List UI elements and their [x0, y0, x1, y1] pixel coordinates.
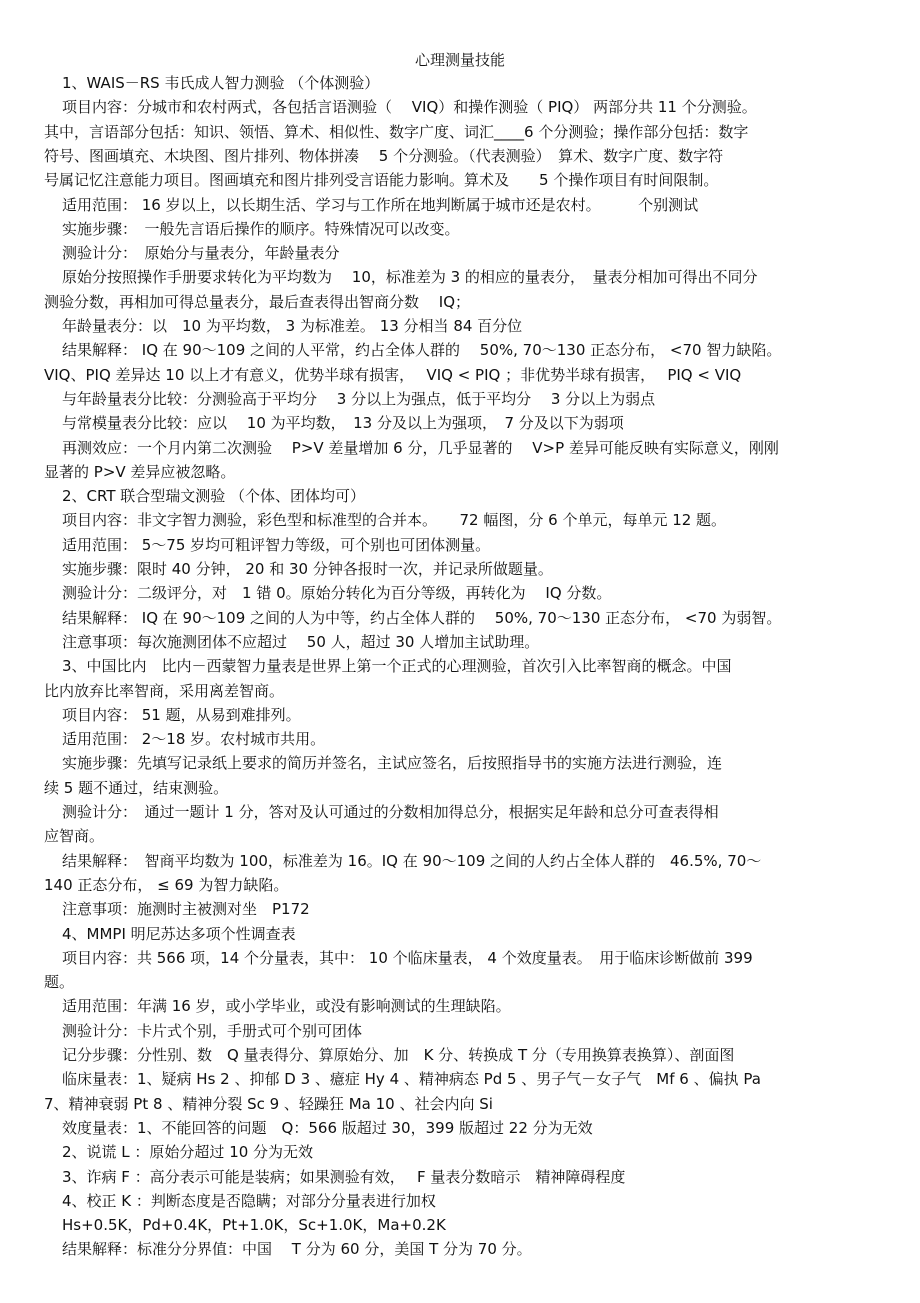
text-line: 4、校正 K ：判断态度是否隐瞒；对部分分量表进行加权	[62, 1191, 436, 1210]
text-line: 其中，言语部分包括：知识、领悟、算术、相似性、数字广度、词汇____6 个分测验；操作部分包括：数字	[44, 122, 749, 141]
text-line: 适用范围： 5～75 岁均可粗评智力等级，可个别也可团体测量。	[62, 535, 491, 554]
text-line: 测验分数，再相加可得总量表分，最后查表得出智商分数 IQ；	[44, 292, 471, 311]
text-line: 4、MMPI 明尼苏达多项个性调查表	[62, 924, 296, 943]
text-line: 实施步骤：先填写记录纸上要求的简历并签名，主试应签名，后按照指导书的实施方法进行测验，连	[62, 754, 723, 773]
text-line: 比内放弃比率智商，采用离差智商。	[44, 681, 285, 700]
text-line: 号属记忆注意能力项目。图画填充和图片排列受言语能力影响。算术及 5 个操作项目有时间限制。	[44, 171, 719, 190]
text-line: 3、诈病 F ：高分表示可能是装病；如果测验有效， F 量表分数暗示 精神障碍程度	[62, 1167, 626, 1186]
text-line: 与年龄量表分比较：分测验高于平均分 3 分以上为强点，低于平均分 3 分以上为弱点	[62, 389, 656, 408]
text-line: 注意事项：施测时主被测对坐 P172	[62, 900, 310, 919]
text-line: 实施步骤：限时 40 分钟， 20 和 30 分钟各报时一次，并记录所做题量。	[62, 560, 553, 578]
text-line: 测验计分：二级评分，对 1 错 0。原始分转化为百分等级，再转化为 IQ 分数。	[62, 584, 612, 603]
text-line: 项目内容： 51 题，从易到难排列。	[62, 705, 301, 724]
text-line: 测验计分： 原始分与量表分，年龄量表分	[62, 244, 340, 263]
text-line: 记分步骤：分性别、数 Q 量表得分、算原始分、加 K 分、转换成 T 分（专用换算表换算）、剖面图	[62, 1046, 735, 1064]
text-line: 项目内容：共 566 项，14 个分量表，其中： 10 个临床量表， 4 个效度量表。 用于临床诊断做前 399	[62, 948, 753, 967]
text-line: 结果解释： IQ 在 90～109 之间的人平常，约占全体人群的 50%, 70～130 正态分布， <70 智力缺陷。	[62, 341, 782, 360]
text-line: 140 正态分布， ≤ 69 为智力缺陷。	[44, 875, 289, 894]
text-line: 测验计分： 通过一题计 1 分，答对及认可通过的分数相加得总分，根据实足年龄和总分可查表得相	[62, 803, 719, 821]
text-line: 适用范围： 2～18 岁。农村城市共用。	[62, 730, 326, 749]
text-line: 与常模量表分比较：应以 10 为平均数， 13 分及以上为强项， 7 分及以下为弱项	[62, 414, 624, 433]
text-line: 年龄量表分：以 10 为平均数， 3 为标准差。 13 分相当 84 百分位	[62, 317, 523, 335]
text-line: 1、WAIS－RS 韦氏成人智力测验 （个体测验）	[62, 74, 380, 92]
text-line: 显著的 P>V 差异应被忽略。	[44, 462, 236, 481]
text-line: 再测效应：一个月内第二次测验 P>V 差量增加 6 分，几乎显著的 V>P 差异可能反映有实际意义，刚刚	[62, 438, 779, 457]
text-line: 3、中国比内 比内－西蒙智力量表是世界上第一个正式的心理测验，首次引入比率智商的概念。中国	[62, 657, 732, 676]
text-line: 结果解释： 智商平均数为 100，标准差为 16。IQ 在 90～109 之间的人约占全体人群的 46.5%, 70～	[62, 851, 762, 870]
text-line: 注意事项：每次施测团体不应超过 50 人，超过 30 人增加主试助理。	[62, 632, 540, 651]
text-line: 临床量表：1、疑病 Hs 2 、抑郁 D 3 、癔症 Hy 4 、精神病态 Pd 5 、男子气－女子气 Mf 6 、偏执 Pa	[62, 1070, 761, 1089]
text-line: 2、CRT 联合型瑞文测验 （个体、团体均可）	[62, 487, 366, 506]
text-line: VIQ、PIQ 差异达 10 以上才有意义，优势半球有损害， VIQ < PIQ ；非优势半球有损害， PIQ < VIQ	[44, 365, 742, 384]
text-line: 适用范围： 16 岁以上，以长期生活、学习与工作所在地判断属于城市还是农村。 个别测试	[62, 195, 699, 214]
text-line: 项目内容：非文字智力测验，彩色型和标准型的合并本。 72 幅图，分 6 个单元，每单元 12 题。	[62, 511, 727, 530]
text-line: 原始分按照操作手册要求转化为平均数为 10，标准差为 3 的相应的量表分， 量表分相加可得出不同分	[62, 268, 758, 287]
text-line: 实施步骤： 一般先言语后操作的顺序。特殊情况可以改变。	[62, 219, 460, 238]
text-line: 项目内容：分城市和农村两式，各包括言语测验（ VIQ）和操作测验（ PIQ） 两部分共 11 个分测验。	[62, 98, 757, 117]
text-line: 2、说谎 L ：原始分超过 10 分为无效	[62, 1143, 314, 1162]
text-line: Hs+0.5K，Pd+0.4K，Pt+1.0K，Sc+1.0K，Ma+0.2K	[62, 1216, 446, 1235]
text-line: 效度量表：1、不能回答的问题 Q：566 版超过 30，399 版超过 22 分为无效	[62, 1118, 593, 1137]
text-line: 测验计分：卡片式个别，手册式可个别可团体	[62, 1021, 363, 1040]
text-line: 结果解释： IQ 在 90～109 之间的人为中等，约占全体人群的 50%, 70～130 正态分布， <70 为弱智。	[62, 608, 782, 627]
text-line: 续 5 题不通过，结束测验。	[44, 778, 229, 797]
text-line: 7、精神衰弱 Pt 8 、精神分裂 Sc 9 、轻躁狂 Ma 10 、社会内向 Si	[44, 1094, 493, 1113]
text-line: 结果解释：标准分分界值：中国 T 分为 60 分，美国 T 分为 70 分。	[62, 1240, 532, 1259]
text-line: 符号、图画填充、木块图、图片排列、物体拼凑 5 个分测验。（代表测验） 算术、数字广度、数字符	[44, 146, 724, 165]
text-line: 适用范围：年满 16 岁，或小学毕业，或没有影响测试的生理缺陷。	[62, 997, 511, 1016]
page-title: 心理测量技能	[414, 51, 505, 69]
text-line: 题。	[44, 973, 75, 992]
text-line: 应智商。	[44, 827, 105, 846]
